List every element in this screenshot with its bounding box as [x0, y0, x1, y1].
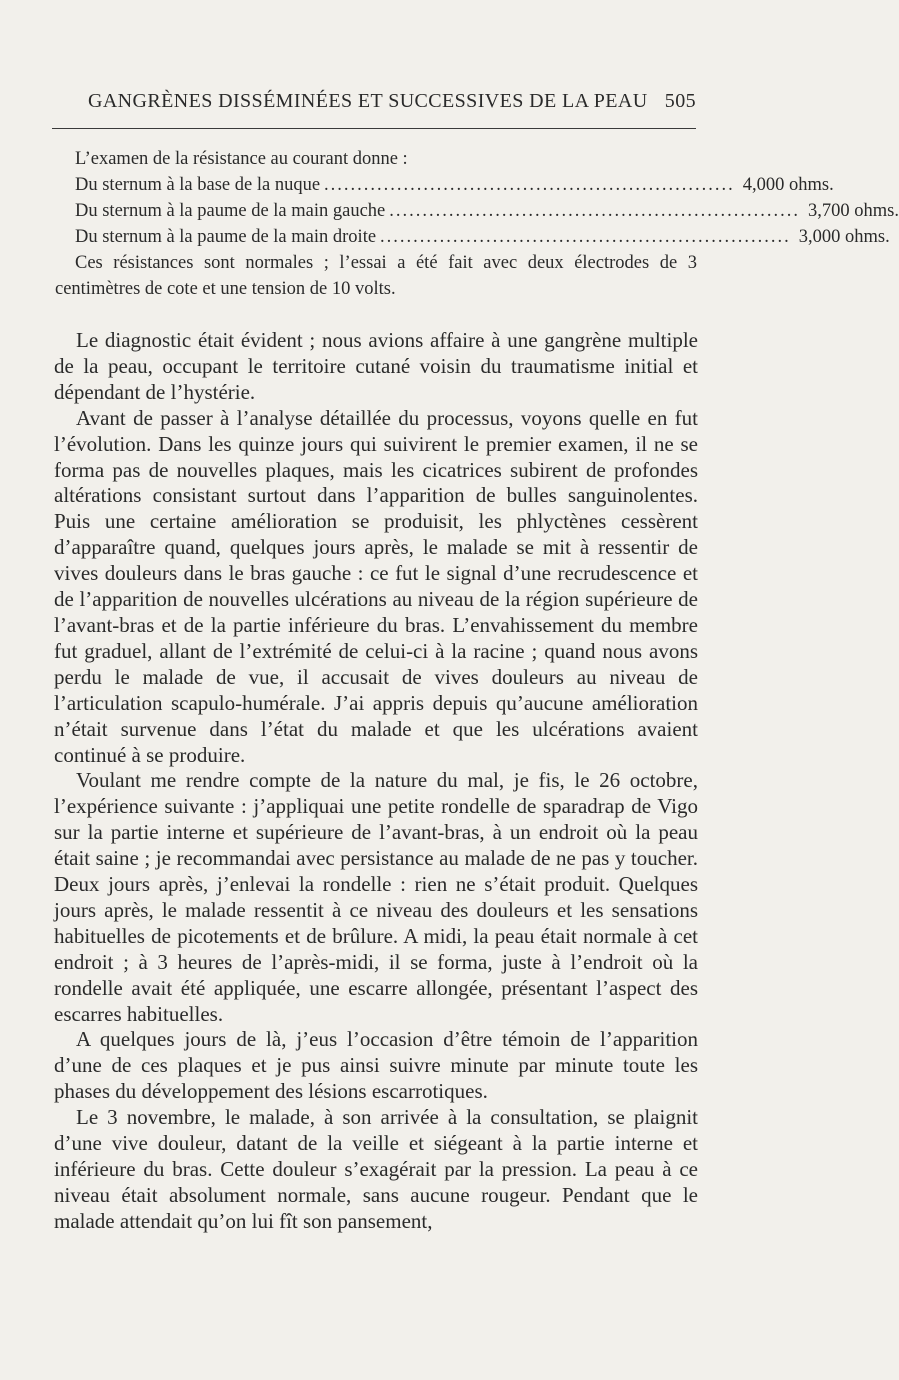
measurement-value: 3,700 ohms.: [808, 201, 899, 221]
measurement-value: 4,000 ohms.: [742, 175, 834, 195]
paragraph: Voulant me rendre compte de la nature du mal, je fis, le 26 octobre, l’expérience suivante : j’appliquai une petite rondelle de sparadrap de Vigo sur la partie interne et supérieure de l’avant-bras, à un endroit où la peau était saine ; je recommandai avec persistance au malade de ne pas y toucher. Deux jours après, j’enlevai la rondelle : rien ne s’était produit. Quelques jours après, le malade ressentit à ce niveau des douleurs et les sensations habituelles de picotements et de brûlure. A midi, la peau était normale à cet endroit ; à 3 heures de l’après-midi, il se forma, juste à l’endroit où la rondelle avait été appliquée, une escarre allongée, présentant l’aspect des escarres habituelles.: [54, 768, 698, 1026]
dot-leader: ..............................................................: [389, 201, 801, 221]
measurement-row: [55, 172, 834, 198]
paragraph: Le 3 novembre, le malade, à son arrivée à la consultation, se plaignit d’une vive douleur, datant de la veille et siégeant à la partie interne et inférieure du bras. Cette douleur s’exagérait par la pression. La peau à ce niveau était absolument normale, sans aucune rougeur. Pendant que le malade attendait qu’on lui fît son pansement,: [54, 1105, 698, 1233]
measurement-value: 3,000 ohms.: [798, 227, 890, 247]
body-text: [54, 328, 698, 1235]
measurement-label: Du sternum à la paume de la main gauche: [75, 201, 386, 221]
measurement-label: Du sternum à la paume de la main droite: [75, 227, 377, 247]
dot-leader: ..............................................................: [380, 227, 791, 247]
measurement-intro: L’examen de la résistance au courant donne :: [75, 149, 408, 169]
measurement-label: Du sternum à la base de la nuque: [75, 175, 321, 195]
measurement-row: [55, 224, 890, 250]
header-rule: [52, 128, 696, 129]
running-title: GANGRÈNES DISSÉMINÉES ET SUCCESSIVES DE LA PEAU: [88, 90, 648, 112]
page-number: 505: [664, 90, 696, 112]
measurement-row: [55, 198, 899, 224]
measurement-note: Ces résistances sont normales ; l’essai a été fait avec deux électrodes de 3 centimètres de cote et une tension de 10 volts.: [55, 253, 697, 299]
paragraph: Le diagnostic était évident ; nous avions affaire à une gangrène multiple de la peau, occupant le territoire cutané voisin du traumatisme initial et dépendant de l’hystérie.: [54, 328, 698, 404]
measurement-block: [55, 146, 899, 302]
paragraph: Avant de passer à l’analyse détaillée du processus, voyons quelle en fut l’évolution. Dans les quinze jours qui suivirent le premier examen, il ne se forma pas de nouvelles plaques, mais les cicatrices subirent de profondes altérations consistant surtout dans l’apparition de bulles sanguinolentes. Puis une certaine amélioration se produisit, les phlyctènes cessèrent d’apparaître quand, quelques jours après, le malade se mit à ressentir de vives douleurs dans le bras gauche : ce fut le signal d’une recrudescence et de l’apparition de nouvelles ulcérations au niveau de la région supérieure de l’avant-bras et de la partie inférieure du bras. L’envahissement du membre fut graduel, allant de l’extrémité de celui-ci à la racine ; quand nous avons perdu le malade de vue, il accusait de vives douleurs au niveau de l’articulation scapulo-humérale. J’ai appris depuis qu’aucune amélioration n’était survenue dans l’état du malade et que les ulcérations avaient continué à se produire.: [54, 405, 698, 767]
running-header: [88, 90, 696, 113]
paragraph: A quelques jours de là, j’eus l’occasion d’être témoin de l’apparition d’une de ces plaques et je pus ainsi suivre minute par minute toute les phases du développement des lésions escarrotiques.: [54, 1027, 698, 1104]
dot-leader: ..............................................................: [324, 175, 735, 195]
